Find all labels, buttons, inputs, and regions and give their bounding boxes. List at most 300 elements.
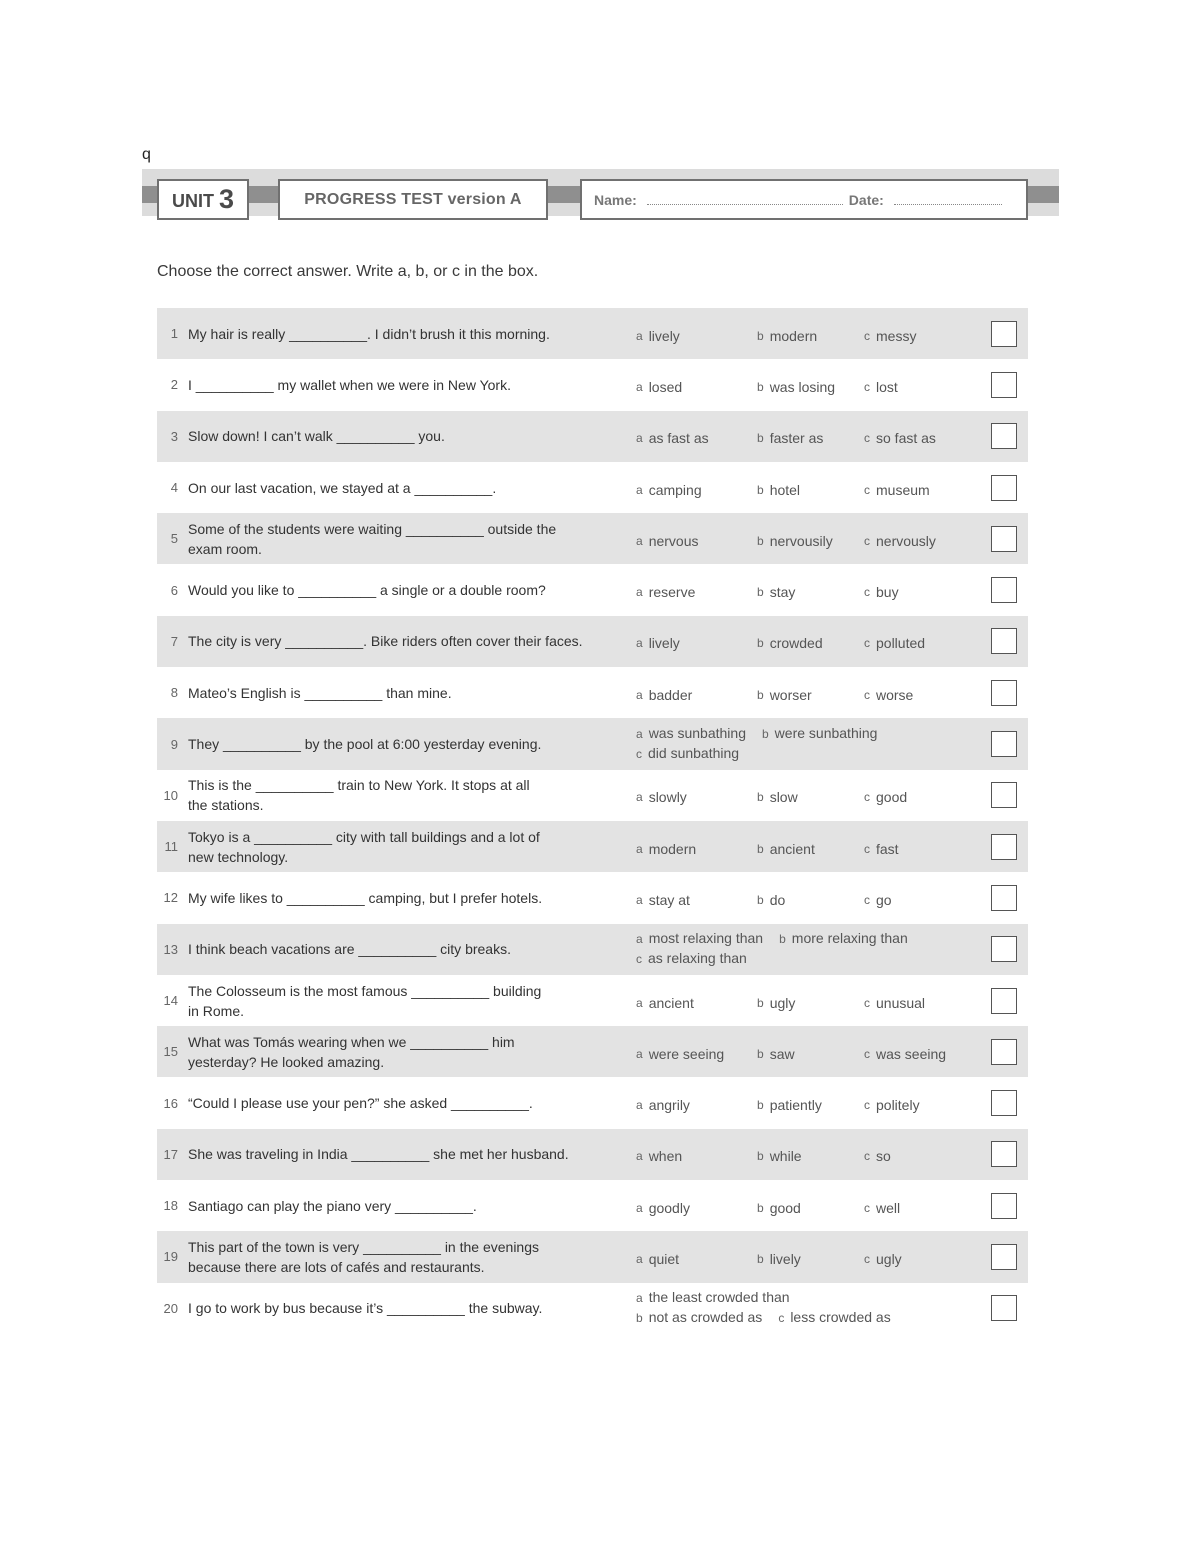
option-text: angrily: [648, 1097, 690, 1114]
option-letter: c: [864, 585, 870, 600]
option-letter: a: [636, 585, 643, 600]
option-text: politely: [876, 1097, 920, 1114]
option-letter: a: [636, 482, 643, 497]
option-letter: a: [636, 431, 643, 446]
option-b: [757, 821, 815, 872]
answer-box[interactable]: [991, 1295, 1017, 1321]
answer-options: [636, 411, 976, 462]
question-row: [157, 462, 1028, 513]
option-text: saw: [769, 1045, 795, 1062]
option-a: [636, 770, 687, 821]
option-c: [864, 411, 936, 462]
option-b: [757, 564, 795, 615]
option-letter: a: [636, 841, 643, 856]
answer-options: [636, 359, 976, 410]
option-letter: a: [636, 932, 643, 947]
option-letter: c: [864, 790, 870, 805]
option-letter: b: [757, 892, 764, 907]
answer-options: [636, 1180, 976, 1231]
option-letter: c: [864, 328, 870, 343]
option-letter: b: [757, 1046, 764, 1061]
answer-box[interactable]: [991, 1244, 1017, 1270]
option-letter: c: [778, 1311, 785, 1326]
option-b: [757, 667, 812, 718]
option-letter: b: [757, 1251, 764, 1266]
option-text: badder: [648, 686, 693, 703]
question-number: 5: [170, 531, 178, 547]
question-text: [188, 872, 628, 923]
option-letter: c: [864, 995, 870, 1010]
question-text-line: in Rome.: [188, 1002, 245, 1019]
answer-box[interactable]: [991, 885, 1017, 911]
question-number: 10: [163, 787, 178, 803]
option-b: [757, 1129, 802, 1180]
option-letter: b: [757, 482, 764, 497]
answer-box[interactable]: [991, 628, 1017, 654]
question-row: [157, 308, 1028, 359]
option-a: [636, 821, 696, 872]
option-a: [636, 1077, 690, 1128]
option-letter: c: [864, 687, 870, 702]
option-b: [757, 308, 817, 359]
option-text: buy: [876, 584, 899, 601]
answer-options: [636, 564, 976, 615]
answer-box[interactable]: [991, 475, 1017, 501]
option-a: [636, 975, 694, 1026]
option-letter: b: [757, 379, 764, 394]
question-row: [157, 975, 1028, 1026]
question-text: [188, 1180, 628, 1231]
answer-options: [636, 1129, 976, 1180]
option-letter: a: [636, 687, 643, 702]
option-a: [636, 308, 680, 359]
option-letter: a: [636, 1291, 643, 1306]
option-b: [636, 1309, 762, 1325]
question-text-line: My hair is really __________. I didn’t brush it this morning.: [188, 325, 550, 342]
date-label: Date:: [848, 191, 884, 208]
question-number: 9: [170, 736, 178, 752]
option-text: while: [769, 1148, 802, 1165]
question-text-line: yesterday? He looked amazing.: [188, 1053, 385, 1070]
option-text: messy: [876, 327, 917, 344]
option-letter: b: [757, 790, 764, 805]
option-letter: c: [864, 1149, 870, 1164]
question-text: [188, 1283, 628, 1334]
test-title-box: [278, 179, 548, 220]
option-text: so: [876, 1148, 891, 1165]
unit-number: 3: [218, 184, 235, 214]
option-a: [636, 872, 690, 923]
answer-options: [636, 1026, 976, 1077]
question-row: [157, 411, 1028, 462]
question-text-line: Santiago can play the piano very __________.: [188, 1197, 477, 1214]
question-row: [157, 513, 1028, 564]
option-text: do: [769, 891, 786, 908]
question-row: [157, 359, 1028, 410]
question-number: 16: [163, 1095, 178, 1111]
question-row: [157, 718, 1028, 769]
option-text: was losing: [769, 378, 836, 395]
question-number: 4: [170, 480, 178, 496]
answer-box[interactable]: [991, 423, 1017, 449]
answer-box[interactable]: [991, 1039, 1017, 1065]
question-table: [157, 308, 1028, 1334]
option-text: modern: [648, 840, 697, 857]
option-a: [636, 930, 763, 946]
question-text-line: This part of the town is very __________ in the evenings: [188, 1238, 539, 1255]
option-text: was seeing: [876, 1045, 947, 1062]
answer-options: [636, 718, 976, 769]
option-text: did sunbathing: [648, 745, 740, 762]
option-text: as relaxing than: [648, 950, 747, 967]
question-text-line: because there are lots of cafés and restaurants.: [188, 1258, 485, 1275]
option-text: was sunbathing: [648, 725, 746, 742]
question-number: 15: [163, 1044, 178, 1060]
answer-options: [636, 872, 976, 923]
name-label: Name:: [594, 191, 637, 208]
question-text-line: This is the __________ train to New York. It stops at all: [188, 777, 530, 794]
answer-box[interactable]: [991, 1090, 1017, 1116]
option-c: [864, 564, 899, 615]
option-text: nervous: [648, 532, 699, 549]
option-letter: a: [636, 379, 643, 394]
answer-options: [636, 513, 976, 564]
option-c: [636, 950, 747, 966]
question-text: [188, 975, 628, 1026]
option-text: quiet: [648, 1250, 680, 1267]
question-row: [157, 1026, 1028, 1077]
question-text-line: They __________ by the pool at 6:00 yesterday evening.: [188, 736, 542, 753]
option-a: [636, 513, 699, 564]
option-b: [757, 872, 785, 923]
question-text: [188, 1231, 628, 1282]
option-b: [779, 930, 908, 946]
option-letter: b: [636, 1311, 643, 1326]
answer-box[interactable]: [991, 988, 1017, 1014]
option-text: well: [876, 1199, 901, 1216]
option-letter: c: [864, 431, 870, 446]
option-text: crowded: [769, 635, 823, 652]
unit-label: UNIT: [171, 191, 214, 211]
option-letter: a: [636, 995, 643, 1010]
option-text: fast: [876, 840, 899, 857]
question-text-line: Slow down! I can’t walk __________ you.: [188, 428, 445, 445]
option-text: lively: [648, 327, 680, 344]
question-text: [188, 308, 628, 359]
option-letter: c: [864, 892, 870, 907]
option-text: good: [876, 789, 908, 806]
unit-badge: [157, 179, 249, 220]
question-text-line: I __________ my wallet when we were in New York.: [188, 376, 511, 393]
option-a: [636, 667, 692, 718]
option-b: [757, 975, 795, 1026]
option-b: [757, 1180, 801, 1231]
option-letter: a: [636, 790, 643, 805]
option-letter: b: [757, 995, 764, 1010]
option-text: camping: [648, 481, 702, 498]
option-text: losed: [648, 378, 683, 395]
option-letter: a: [636, 328, 643, 343]
option-text: not as crowded as: [648, 1309, 763, 1326]
option-letter: c: [636, 747, 642, 762]
option-letter: b: [757, 841, 764, 856]
answer-options: [636, 924, 976, 975]
option-c: [864, 462, 930, 513]
option-letter: c: [864, 1251, 870, 1266]
question-number: 8: [170, 685, 178, 701]
question-text-line: She was traveling in India __________ she met her husband.: [188, 1146, 569, 1163]
option-a: [636, 725, 746, 741]
option-text: hotel: [769, 481, 801, 498]
option-b: [757, 1231, 801, 1282]
answer-box[interactable]: [991, 321, 1017, 347]
answer-box[interactable]: [991, 526, 1017, 552]
option-c: [778, 1309, 890, 1325]
option-text: faster as: [769, 430, 824, 447]
option-letter: c: [864, 1200, 870, 1215]
option-a: [636, 1180, 690, 1231]
answer-options: [636, 821, 976, 872]
question-text-line: I go to work by bus because it’s __________ the subway.: [188, 1300, 543, 1317]
test-title: PROGRESS TEST version A: [304, 190, 522, 208]
option-a: [636, 1026, 724, 1077]
question-number: 11: [164, 839, 178, 855]
question-text-line: exam room.: [188, 540, 262, 557]
option-a: [636, 1129, 682, 1180]
question-text: [188, 359, 628, 410]
question-text-line: Would you like to __________ a single or a double room?: [188, 582, 546, 599]
option-text: slow: [769, 789, 798, 806]
option-b: [757, 770, 798, 821]
answer-options: [636, 616, 976, 667]
option-text: ancient: [769, 840, 815, 857]
option-text: museum: [876, 481, 930, 498]
question-number: 14: [163, 993, 178, 1008]
stray-character: q: [142, 146, 151, 163]
answer-options: [636, 1077, 976, 1128]
option-letter: a: [636, 1046, 643, 1061]
option-text: worser: [769, 686, 812, 703]
option-letter: a: [636, 892, 643, 907]
option-a: [636, 1231, 679, 1282]
answer-box[interactable]: [991, 782, 1017, 808]
question-text-line: new technology.: [188, 848, 289, 865]
option-b: [757, 513, 833, 564]
option-c: [864, 667, 913, 718]
option-text: lost: [876, 378, 898, 395]
question-row: [157, 770, 1028, 821]
option-b: [757, 359, 835, 410]
option-text: lively: [769, 1250, 801, 1267]
question-row: [157, 667, 1028, 718]
question-row: [157, 1283, 1028, 1334]
option-text: ugly: [769, 994, 796, 1011]
option-a: [636, 411, 709, 462]
option-letter: a: [636, 1251, 643, 1266]
option-letter: b: [757, 533, 764, 548]
answer-options: [636, 1231, 976, 1282]
name-field[interactable]: [647, 203, 843, 205]
answer-options: [636, 770, 976, 821]
option-letter: b: [757, 328, 764, 343]
option-letter: c: [864, 1046, 870, 1061]
option-text: nervously: [876, 532, 936, 549]
option-c: [864, 359, 898, 410]
question-number: 2: [170, 377, 178, 393]
option-text: worse: [876, 686, 914, 703]
option-b: [757, 1077, 822, 1128]
option-letter: a: [636, 727, 643, 742]
option-letter: b: [757, 1200, 764, 1215]
option-c: [864, 821, 899, 872]
date-field[interactable]: [894, 203, 1002, 205]
question-number: 20: [163, 1300, 178, 1316]
option-letter: a: [636, 636, 643, 651]
question-text-line: My wife likes to __________ camping, but I prefer hotels.: [188, 889, 543, 906]
option-a: [636, 616, 680, 667]
option-c: [864, 1026, 946, 1077]
question-text: [188, 821, 628, 872]
question-row: [157, 872, 1028, 923]
question-number: 3: [170, 428, 178, 444]
option-c: [864, 616, 925, 667]
option-c: [636, 745, 739, 761]
option-letter: b: [779, 932, 786, 947]
answer-options: [636, 1283, 976, 1334]
option-text: more relaxing than: [791, 930, 908, 947]
option-a: [636, 1289, 790, 1305]
option-letter: a: [636, 1098, 643, 1113]
option-a: [636, 564, 695, 615]
question-text-line: the stations.: [188, 797, 264, 814]
question-number: 19: [163, 1249, 178, 1265]
question-number: 7: [170, 633, 178, 649]
option-a: [636, 462, 702, 513]
answer-options: [636, 462, 976, 513]
question-text: [188, 718, 628, 769]
instruction: Choose the correct answer. Write a, b, or c in the box.: [157, 263, 539, 280]
option-b: [757, 1026, 795, 1077]
option-c: [864, 308, 916, 359]
question-text: [188, 1129, 628, 1180]
option-c: [864, 872, 892, 923]
question-text: [188, 411, 628, 462]
question-text: [188, 1077, 628, 1128]
question-text-line: Some of the students were waiting __________ outside the: [188, 520, 557, 537]
option-a: [636, 359, 682, 410]
option-letter: c: [864, 379, 870, 394]
answer-box[interactable]: [991, 731, 1017, 757]
option-letter: c: [636, 952, 642, 967]
question-text-line: Tokyo is a __________ city with tall buildings and a lot of: [188, 828, 540, 845]
answer-box[interactable]: [991, 577, 1017, 603]
option-text: lively: [648, 635, 680, 652]
option-letter: b: [757, 636, 764, 651]
question-number: 6: [170, 582, 178, 598]
option-text: slowly: [648, 789, 687, 806]
option-text: unusual: [876, 994, 926, 1011]
option-c: [864, 1180, 900, 1231]
question-text: [188, 667, 628, 718]
question-row: [157, 821, 1028, 872]
option-c: [864, 770, 907, 821]
option-letter: b: [757, 1098, 764, 1113]
option-letter: c: [864, 841, 870, 856]
question-text: [188, 462, 628, 513]
option-text: patiently: [769, 1097, 822, 1114]
answer-options: [636, 667, 976, 718]
option-text: stay: [769, 584, 796, 601]
question-text-line: Mateo’s English is __________ than mine.: [188, 684, 452, 701]
question-text: [188, 616, 628, 667]
answer-box[interactable]: [991, 834, 1017, 860]
question-text: [188, 564, 628, 615]
question-row: [157, 616, 1028, 667]
question-number: 12: [163, 890, 178, 906]
option-text: were sunbathing: [774, 725, 878, 742]
option-text: ugly: [876, 1250, 902, 1267]
question-row: [157, 924, 1028, 975]
option-text: polluted: [876, 635, 926, 652]
option-c: [864, 1077, 920, 1128]
name-date-box: [580, 179, 1028, 220]
option-c: [864, 1231, 902, 1282]
option-letter: b: [757, 687, 764, 702]
question-text-line: The city is very __________. Bike riders often cover their faces.: [188, 633, 583, 650]
option-letter: b: [757, 585, 764, 600]
question-number: 13: [163, 941, 178, 957]
option-letter: a: [636, 533, 643, 548]
option-c: [864, 975, 925, 1026]
option-letter: c: [864, 533, 870, 548]
option-letter: c: [864, 636, 870, 651]
option-b: [757, 411, 823, 462]
option-text: less crowded as: [790, 1309, 891, 1326]
option-text: as fast as: [648, 430, 709, 447]
question-text: [188, 770, 628, 821]
option-letter: c: [864, 1098, 870, 1113]
option-text: stay at: [648, 891, 690, 908]
option-b: [762, 725, 877, 741]
answer-box[interactable]: [991, 1193, 1017, 1219]
answer-box[interactable]: [991, 1141, 1017, 1167]
question-number: 1: [170, 326, 178, 342]
question-number: 18: [163, 1198, 178, 1214]
question-text-line: What was Tomás wearing when we __________ him: [188, 1033, 515, 1050]
option-text: were seeing: [648, 1045, 725, 1062]
option-text: good: [769, 1199, 801, 1216]
question-text: [188, 513, 628, 564]
option-text: when: [648, 1148, 683, 1165]
question-number: 17: [163, 1146, 178, 1162]
answer-box[interactable]: [991, 936, 1017, 962]
question-row: [157, 1231, 1028, 1282]
option-letter: b: [761, 727, 769, 742]
option-letter: b: [757, 1149, 764, 1164]
option-c: [864, 1129, 891, 1180]
option-text: most relaxing than: [648, 930, 764, 947]
option-letter: a: [636, 1200, 643, 1215]
option-text: the least crowded than: [648, 1289, 790, 1306]
question-row: [157, 1077, 1028, 1128]
question-text-line: “Could I please use your pen?” she asked __________.: [188, 1095, 533, 1112]
option-text: goodly: [648, 1199, 690, 1216]
option-text: modern: [769, 327, 818, 344]
answer-box[interactable]: [991, 680, 1017, 706]
option-text: ancient: [648, 994, 694, 1011]
answer-box[interactable]: [991, 372, 1017, 398]
question-text-line: On our last vacation, we stayed at a __________.: [188, 479, 497, 496]
